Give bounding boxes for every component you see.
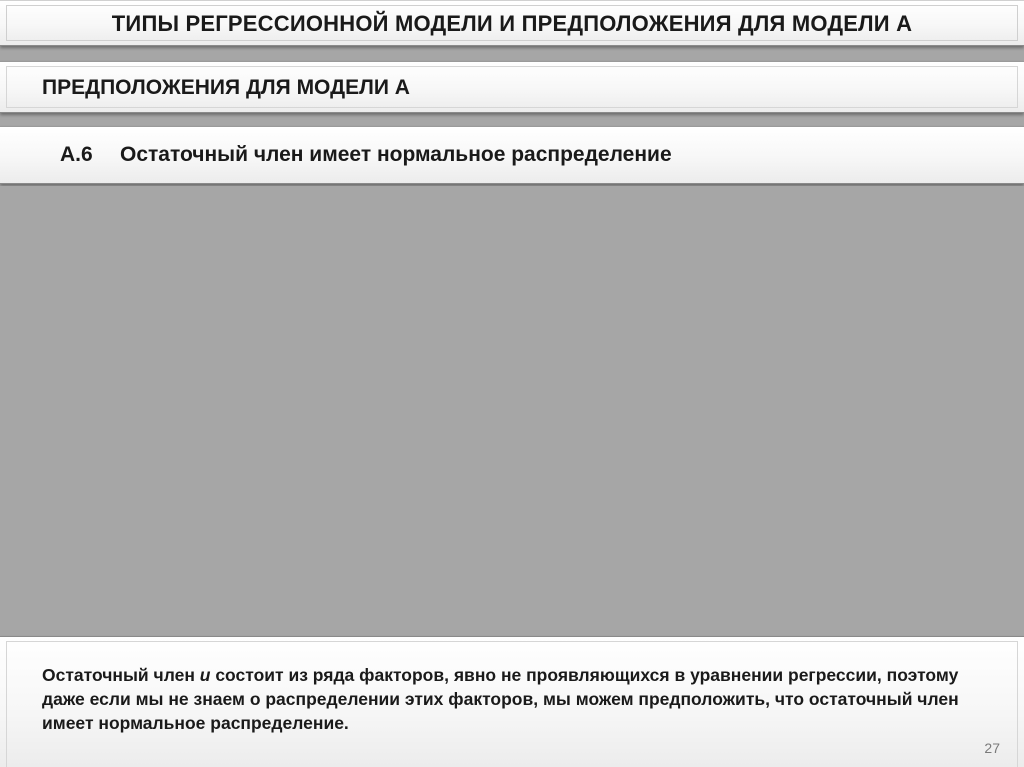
assumption-code: A.6 [60, 143, 93, 166]
note-part-1: Остаточный член [42, 665, 200, 685]
note-part-2: состоит из ряда факторов, явно не проявляющихся в уравнении регрессии, поэтому даже если мы не знаем о распределении этих факторов, мы можем предположить, что остаточный член имеет нормальное распределение. [42, 665, 959, 733]
page-number: 27 [984, 740, 1000, 756]
assumption-text: Остаточный член имеет нормальное распределение [120, 143, 672, 166]
title-bar [0, 0, 1024, 46]
note-variable: u [199, 665, 211, 685]
assumption-heading [60, 143, 672, 167]
slide-title: ТИПЫ РЕГРЕССИОННОЙ МОДЕЛИ И ПРЕДПОЛОЖЕНИЯ ДЛЯ МОДЕЛИ А [111, 11, 913, 36]
content-area [0, 186, 1024, 635]
note-text [42, 663, 1002, 735]
section-title: ПРЕДПОЛОЖЕНИЯ ДЛЯ МОДЕЛИ А [42, 76, 410, 99]
